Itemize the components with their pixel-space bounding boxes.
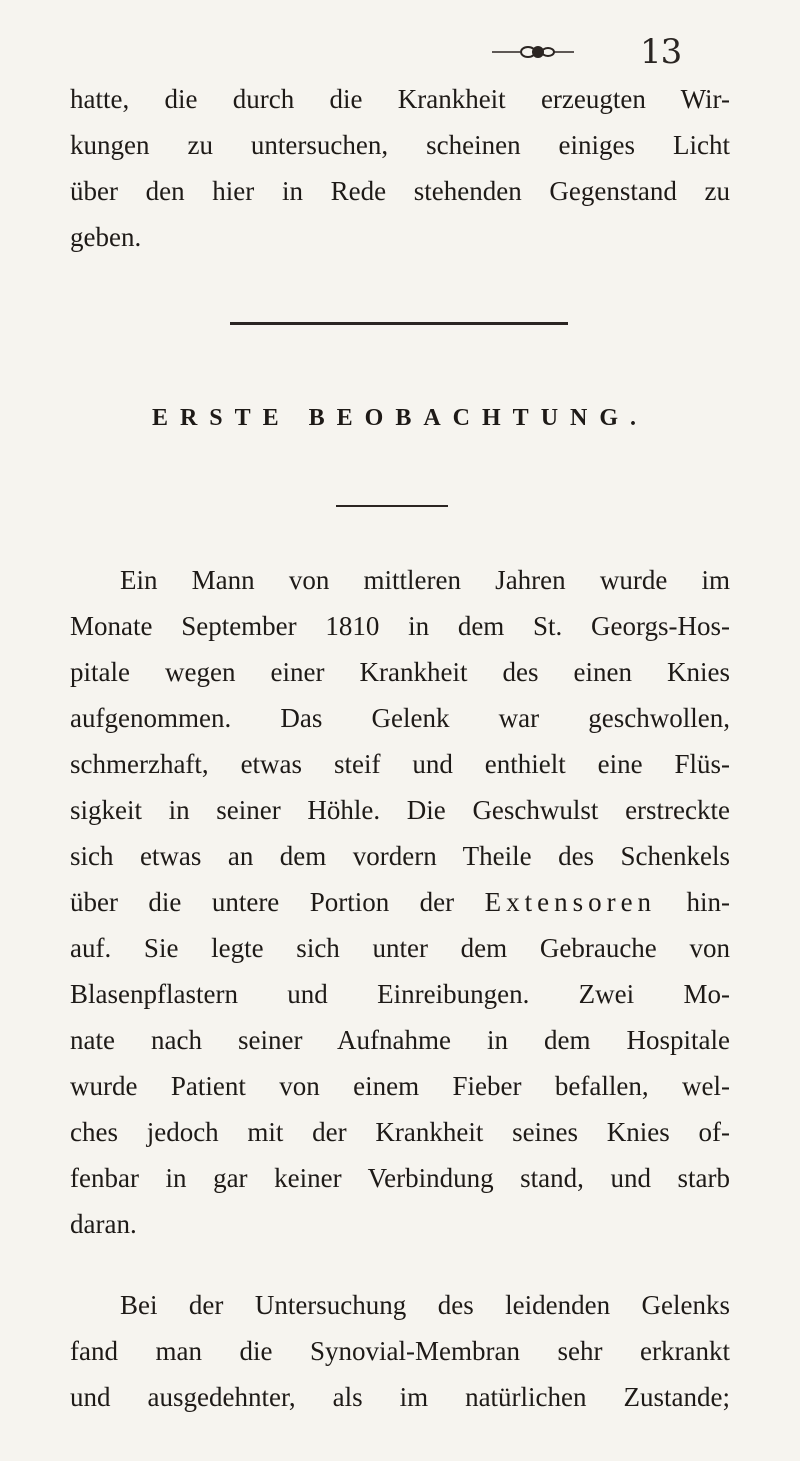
paragraph-line: sich etwas an dem vordern Theile des Schenkels	[70, 841, 730, 871]
paragraph-line: Monate September 1810 in dem St. Georgs-Hos-	[70, 611, 730, 641]
paragraph-line: und ausgedehnter, als im natürlichen Zustande;	[70, 1382, 730, 1412]
paragraph-line: Blasenpflastern und Einreibungen. Zwei Mo-	[70, 979, 730, 1009]
paragraph-line: daran.	[70, 1209, 137, 1239]
paragraph-line: aufgenommen. Das Gelenk war geschwollen,	[70, 703, 730, 733]
line-text: hin-	[656, 887, 730, 917]
intro-line: geben.	[70, 222, 142, 252]
paragraph-line: nate nach seiner Aufnahme in dem Hospitale	[70, 1025, 730, 1055]
section-heading: ERSTE BEOBACHTUNG.	[151, 405, 649, 431]
paragraph-line: Ein Mann von mittleren Jahren wurde im	[120, 565, 730, 595]
paragraph-line: ches jedoch mit der Krankheit seines Knies of-	[70, 1117, 730, 1147]
paragraph-line: fand man die Synovial-Membran sehr erkrankt	[70, 1336, 730, 1366]
heading-rule-bottom	[336, 505, 448, 507]
paragraph-line: Bei der Untersuchung des leidenden Gelenks	[120, 1290, 730, 1320]
paragraph-line: pitale wegen einer Krankheit des einen Knies	[70, 657, 730, 687]
line-text: über die untere Portion der	[70, 887, 485, 917]
intro-line: kungen zu untersuchen, scheinen einiges Licht	[70, 130, 730, 160]
paragraph-line: fenbar in gar keiner Verbindung stand, und starb	[70, 1163, 730, 1193]
page-number: 13	[640, 32, 682, 72]
spaced-term: Extensoren	[484, 887, 657, 917]
paragraph-line: schmerzhaft, etwas steif und enthielt eine Flüs-	[70, 749, 730, 779]
page-header	[0, 26, 800, 76]
ornament-icon	[492, 42, 574, 62]
paragraph-line: auf. Sie legte sich unter dem Gebrauche von	[70, 933, 730, 963]
paragraph-line: wurde Patient von einem Fieber befallen, wel-	[70, 1071, 730, 1101]
intro-line: über den hier in Rede stehenden Gegenstand zu	[70, 176, 730, 206]
heading-rule-top	[230, 322, 568, 325]
paragraph-line: sigkeit in seiner Höhle. Die Geschwulst erstreckte	[70, 795, 730, 825]
intro-line: hatte, die durch die Krankheit erzeugten Wir-	[70, 84, 730, 114]
paragraph-line	[70, 882, 730, 922]
